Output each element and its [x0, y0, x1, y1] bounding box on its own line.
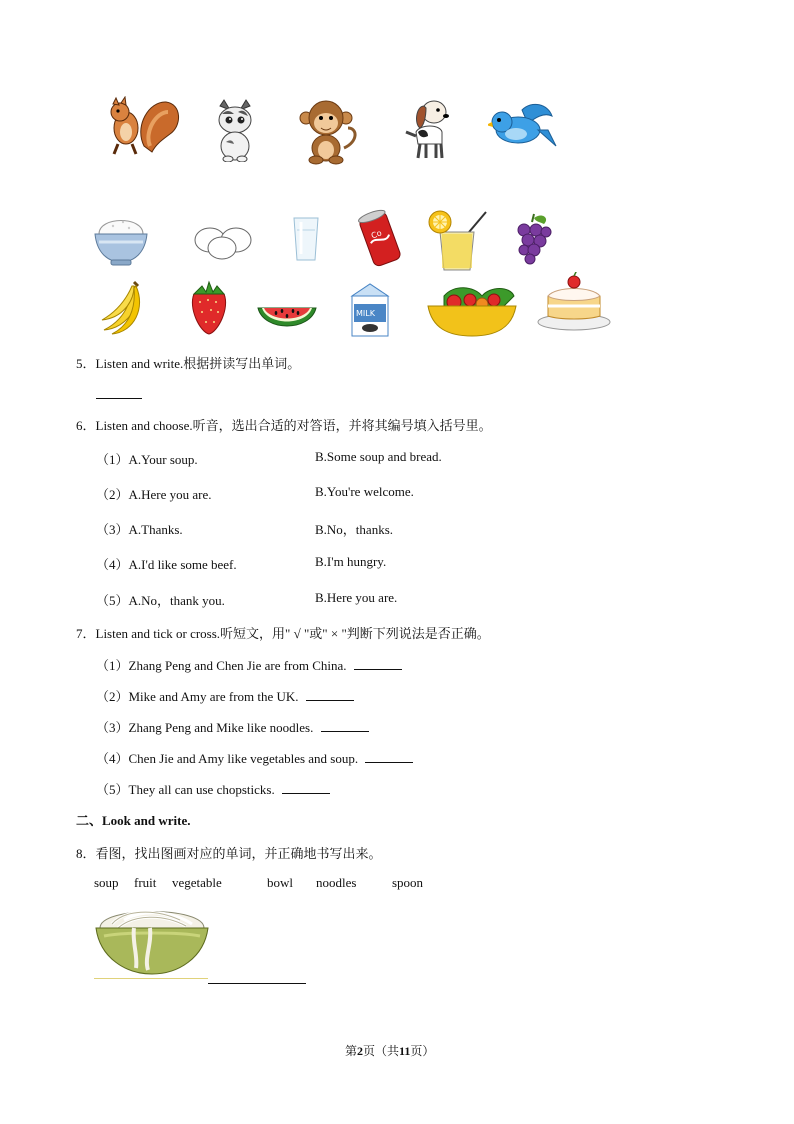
word-fruit: fruit [134, 875, 157, 890]
question-7-title: 7．Listen and tick or cross.听短文，用" √ "或" × "判断下列说法是否正确。 [76, 626, 490, 641]
item-number: （5） [96, 593, 129, 608]
bird-icon [488, 100, 560, 152]
eggs-icon [190, 222, 256, 262]
salad-icon [424, 282, 520, 338]
option-b[interactable]: B.Some soup and bread. [315, 449, 442, 464]
page-total: 11 [399, 1044, 411, 1058]
statement-text: （3）Zhang Peng and Mike like noodles. [96, 720, 314, 735]
option-b[interactable]: B.You're welcome. [315, 484, 414, 499]
statement-text: （5）They all can use chopsticks. [96, 782, 275, 797]
option-b[interactable]: B.No，thanks. [315, 522, 394, 537]
question-8-title: 8．看图，找出图画对应的单词，并正确地书写出来。 [76, 846, 382, 861]
cake-icon [536, 272, 612, 332]
juice-icon [424, 208, 494, 272]
image-underline [94, 978, 208, 979]
word-bank [94, 875, 454, 893]
word-noodles: noodles [316, 875, 357, 890]
monkey-icon [296, 98, 360, 166]
page-number: 2 [357, 1044, 364, 1058]
word-spoon: spoon [392, 875, 424, 890]
choice-item-1 [96, 449, 198, 468]
footer-prefix: 第 [345, 1044, 358, 1058]
answer-blank[interactable] [306, 699, 354, 701]
word-vegetable: vegetable [172, 875, 222, 890]
answer-blank[interactable] [208, 982, 306, 984]
choice-item-5 [96, 590, 225, 609]
answer-blank[interactable] [282, 792, 330, 794]
rice-bowl-icon [93, 208, 149, 268]
bananas-icon [98, 280, 148, 336]
strawberry-icon [186, 280, 232, 336]
choice-item-3 [96, 519, 183, 538]
noodles-bowl-icon [94, 902, 210, 980]
dog-icon [396, 98, 458, 162]
grapes-icon [512, 212, 554, 266]
statement-2 [96, 686, 354, 705]
statement-text: （1）Zhang Peng and Chen Jie are from China. [96, 658, 347, 673]
svg-text:Co: Co [370, 228, 383, 241]
answer-blank[interactable] [365, 761, 413, 763]
footer-suffix: 页） [410, 1044, 435, 1058]
statement-4 [96, 748, 413, 767]
footer-mid: 页（共 [363, 1044, 400, 1058]
page-footer [345, 1042, 434, 1059]
statement-text: （4）Chen Jie and Amy like vegetables and soup. [96, 751, 359, 766]
option-a[interactable]: A.No，thank you. [128, 593, 225, 608]
water-glass-icon [288, 214, 324, 264]
item-number: （1） [96, 452, 129, 467]
answer-blank[interactable] [354, 668, 402, 670]
option-a[interactable]: A.Thanks. [128, 522, 183, 537]
svg-text:MILK: MILK [356, 309, 375, 318]
word-soup: soup [94, 875, 119, 890]
choice-item-2 [96, 484, 212, 503]
cat-icon [210, 98, 260, 162]
statement-5 [96, 779, 330, 798]
section-heading: 二、Look and write. [76, 813, 191, 828]
item-number: （4） [96, 557, 129, 572]
answer-blank[interactable] [96, 397, 142, 399]
milk-carton-icon [342, 278, 398, 340]
answer-blank[interactable] [321, 730, 369, 732]
statement-3 [96, 717, 369, 736]
option-a[interactable]: A.Here you are. [128, 487, 212, 502]
option-b[interactable]: B.I'm hungry. [315, 554, 387, 569]
squirrel-icon [104, 96, 184, 158]
item-number: （2） [96, 487, 129, 502]
statement-text: （2）Mike and Amy are from the UK. [96, 689, 299, 704]
item-number: （3） [96, 522, 129, 537]
option-b[interactable]: B.Here you are. [315, 590, 398, 605]
question-5-title: 5．Listen and write.根据拼读写出单词。 [76, 356, 301, 371]
option-a[interactable]: A.I'd like some beef. [128, 557, 237, 572]
choice-item-4 [96, 554, 237, 573]
cola-can-icon [356, 208, 404, 270]
watermelon-icon [256, 288, 318, 336]
statement-1 [96, 655, 402, 674]
question-6-title: 6．Listen and choose.听音，选出合适的对答语，并将其编号填入括号里。 [76, 418, 492, 433]
option-a[interactable]: A.Your soup. [128, 452, 198, 467]
word-bowl: bowl [267, 875, 293, 890]
